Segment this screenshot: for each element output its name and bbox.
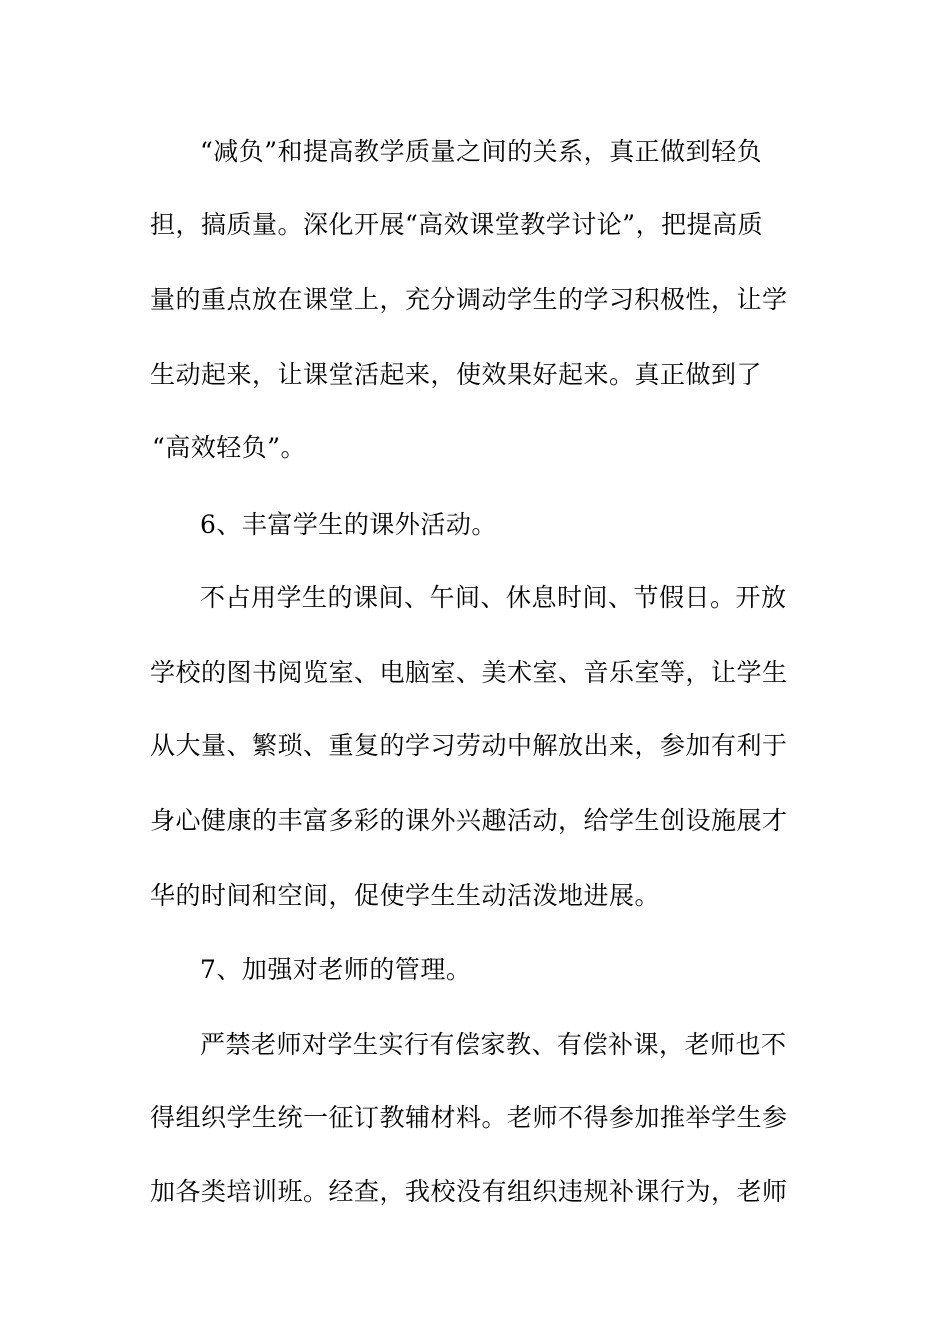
paragraph-line: 不占用学生的课间、午间、休息时间、节假日。开放 xyxy=(200,583,787,612)
paragraph-line: 华的时间和空间，促使学生生动活泼地进展。 xyxy=(150,881,661,910)
section-heading: 6、丰富学生的课外活动。 xyxy=(200,510,497,539)
paragraph-line: 得组织学生统一征订教辅材料。老师不得参加推举学生参 xyxy=(150,1103,788,1132)
paragraph-line: 学校的图书阅览室、电脑室、美术室、音乐室等，让学生 xyxy=(150,658,788,687)
paragraph-line: 担，搞质量。深化开展“高效课堂教学讨论”，把提高质 xyxy=(150,210,764,239)
paragraph-line: 从大量、繁琐、重复的学习劳动中解放出来，参加有利于 xyxy=(150,731,788,760)
paragraph-line: “高效轻负”。 xyxy=(152,433,307,462)
paragraph-line: 身心健康的丰富多彩的课外兴趣活动，给学生创设施展才 xyxy=(150,806,788,835)
paragraph-line: 加各类培训班。经查，我校没有组织违规补课行为，老师 xyxy=(150,1177,788,1206)
paragraph-line: 量的重点放在课堂上，充分调动学生的学习积极性，让学 xyxy=(150,285,788,314)
paragraph-line: 严禁老师对学生实行有偿家教、有偿补课，老师也不 xyxy=(200,1030,787,1059)
paragraph-line: 生动起来，让课堂活起来，使效果好起来。真正做到了 xyxy=(150,360,763,389)
paragraph-line: “减负”和提高教学质量之间的关系，真正做到轻负 xyxy=(200,137,763,166)
section-heading: 7、加强对老师的管理。 xyxy=(200,955,472,984)
